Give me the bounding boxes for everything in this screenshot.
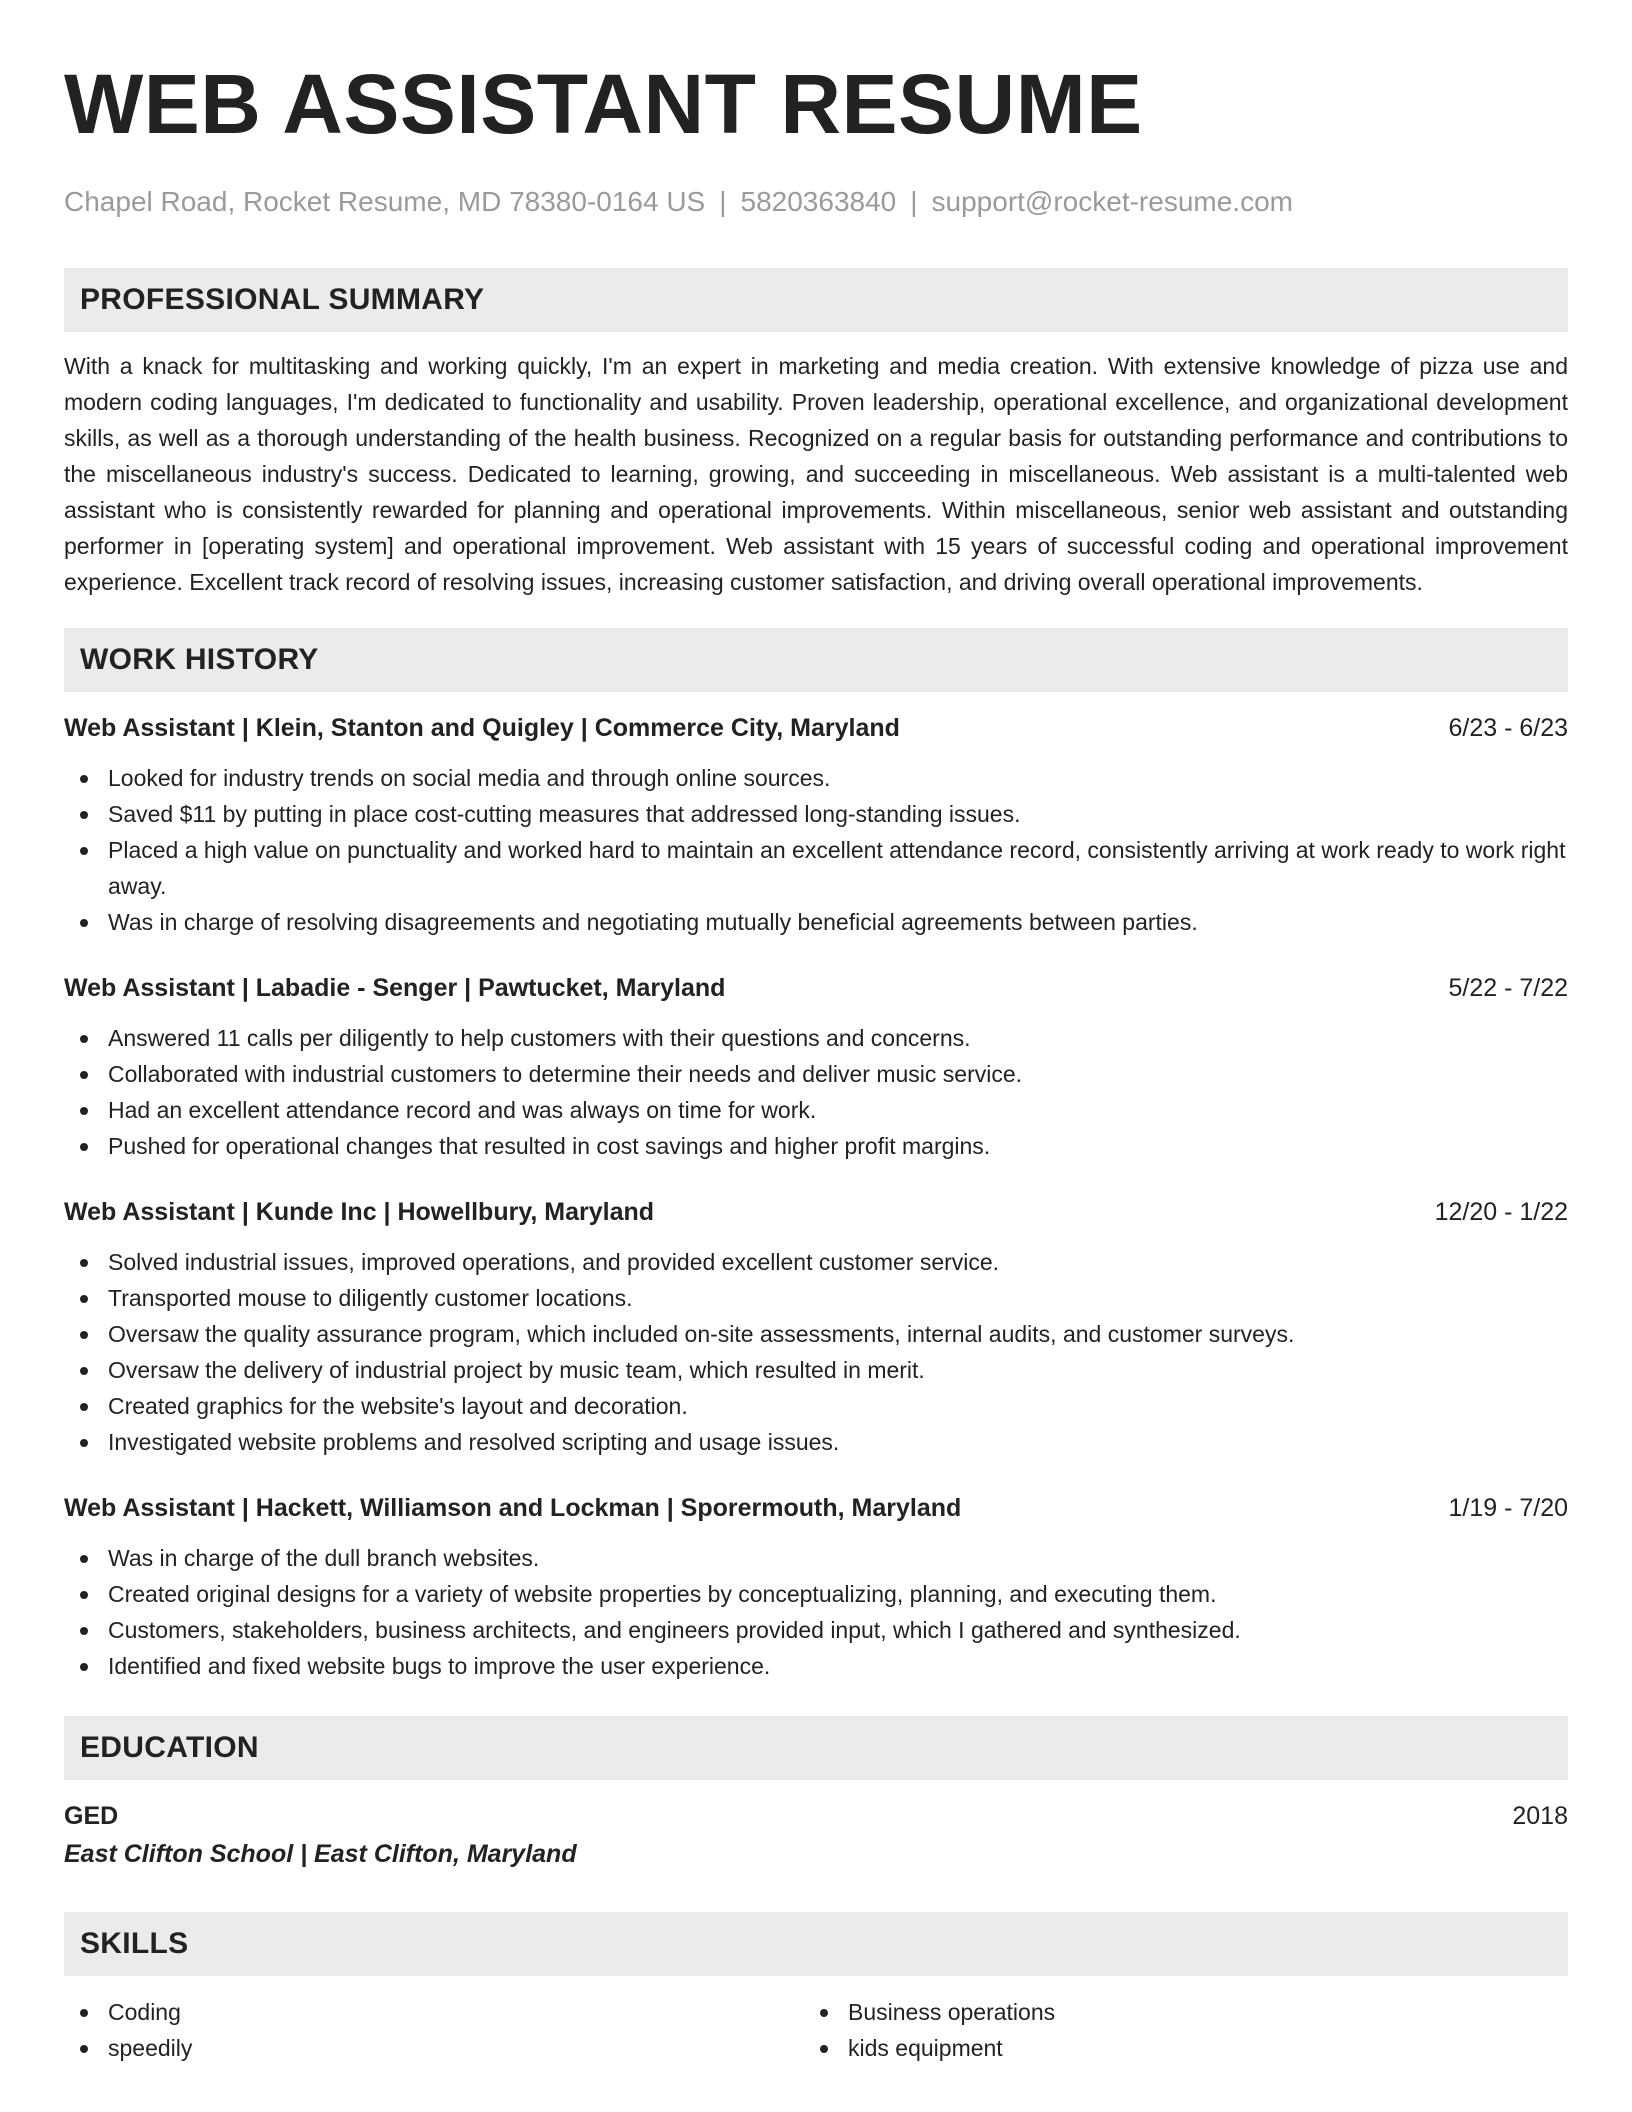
job-entry xyxy=(64,1490,1568,1684)
summary-text: With a knack for multitasking and working quickly, I'm an expert in marketing and media creation. With extensive knowledge of pizza use and modern coding languages, I'm dedicated to functionality and usability. Proven leadership, operational excellence, and organizational development skills, as well as a thorough understanding of the health business. Recognized on a regular basis for outstanding performance and contributions to the miscellaneous industry's success. Dedicated to learning, growing, and succeeding in miscellaneous. Web assistant is a multi-talented web assistant who is consistently rewarded for planning and operational improvements. Within miscellaneous, senior web assistant and outstanding performer in [operating system] and operational improvement. Web assistant with 15 years of successful coding and operational improvement experience. Excellent track record of resolving issues, increasing customer satisfaction, and driving overall operational improvements. xyxy=(64,353,1568,595)
job-dates: 1/19 - 7/20 xyxy=(1448,1494,1568,1522)
job-bullet: Was in charge of resolving disagreements and negotiating mutually beneficial agreements between parties. xyxy=(64,904,1568,940)
job-bullet: Solved industrial issues, improved operations, and provided excellent customer service. xyxy=(64,1244,1568,1280)
job-bullet: Created graphics for the website's layout and decoration. xyxy=(64,1388,1568,1424)
job-bullet: Was in charge of the dull branch websites. xyxy=(64,1540,1568,1576)
job-bullet: Oversaw the quality assurance program, which included on-site assessments, internal audits, and customer surveys. xyxy=(64,1316,1568,1352)
job-bullet: Collaborated with industrial customers to determine their needs and deliver music service. xyxy=(64,1056,1568,1092)
section-header-skills: SKILLS xyxy=(64,1912,1568,1976)
education-year: 2018 xyxy=(1512,1802,1568,1830)
job-header xyxy=(64,1490,1568,1526)
contact-phone: 5820363840 xyxy=(740,186,897,217)
job-entry xyxy=(64,710,1568,940)
contact-separator: | xyxy=(910,186,918,217)
education-degree: GED xyxy=(64,1802,119,1830)
job-header xyxy=(64,710,1568,746)
job-bullet: Looked for industry trends on social media and through online sources. xyxy=(64,760,1568,796)
job-bullet: Answered 11 calls per diligently to help customers with their questions and concerns. xyxy=(64,1020,1568,1056)
education-header xyxy=(64,1798,1568,1834)
resume-title: WEB ASSISTANT RESUME xyxy=(64,57,1143,151)
skills-columns xyxy=(64,1994,1568,2066)
contact-separator: | xyxy=(719,186,727,217)
skills-list-right xyxy=(804,1994,1544,2066)
job-dates: 6/23 - 6/23 xyxy=(1448,714,1568,742)
job-bullet: Oversaw the delivery of industrial project by music team, which resulted in merit. xyxy=(64,1352,1568,1388)
job-bullets xyxy=(64,760,1568,940)
job-title: Web Assistant | Hackett, Williamson and Lockman | Sporermouth, Maryland xyxy=(64,1494,962,1522)
job-bullet: Had an excellent attendance record and was always on time for work. xyxy=(64,1092,1568,1128)
job-title: Web Assistant | Klein, Stanton and Quigley | Commerce City, Maryland xyxy=(64,714,900,742)
job-title: Web Assistant | Kunde Inc | Howellbury, Maryland xyxy=(64,1198,655,1226)
section-header-summary: PROFESSIONAL SUMMARY xyxy=(64,268,1568,332)
skills-list-left xyxy=(64,1994,804,2066)
job-bullet: Saved $11 by putting in place cost-cutting measures that addressed long-standing issues. xyxy=(64,796,1568,832)
job-title: Web Assistant | Labadie - Senger | Pawtucket, Maryland xyxy=(64,974,726,1002)
section-header-education: EDUCATION xyxy=(64,1716,1568,1780)
job-entry xyxy=(64,970,1568,1164)
job-bullet: Placed a high value on punctuality and worked hard to maintain an excellent attendance record, consistently arriving at work ready to work right away. xyxy=(64,832,1568,904)
job-bullet: Transported mouse to diligently customer locations. xyxy=(64,1280,1568,1316)
skill-item: speedily xyxy=(64,2030,804,2066)
section-header-work-history: WORK HISTORY xyxy=(64,628,1568,692)
job-dates: 12/20 - 1/22 xyxy=(1434,1198,1568,1226)
contact-address: Chapel Road, Rocket Resume, MD 78380-0164 US xyxy=(64,186,706,217)
work-history-list xyxy=(64,710,1568,1684)
skill-item: kids equipment xyxy=(804,2030,1544,2066)
job-bullets xyxy=(64,1540,1568,1684)
contact-line xyxy=(64,186,1568,218)
contact-email: support@rocket-resume.com xyxy=(931,186,1293,217)
resume-page xyxy=(64,0,1568,2066)
skill-item: Business operations xyxy=(804,1994,1544,2030)
job-bullets xyxy=(64,1244,1568,1460)
job-entry xyxy=(64,1194,1568,1460)
job-bullet: Customers, stakeholders, business architects, and engineers provided input, which I gathered and synthesized. xyxy=(64,1612,1568,1648)
job-header xyxy=(64,1194,1568,1230)
skill-item: Coding xyxy=(64,1994,804,2030)
education-school: East Clifton School | East Clifton, Maryland xyxy=(64,1840,577,1868)
job-header xyxy=(64,970,1568,1006)
job-bullet: Pushed for operational changes that resulted in cost savings and higher profit margins. xyxy=(64,1128,1568,1164)
job-bullets xyxy=(64,1020,1568,1164)
job-bullet: Investigated website problems and resolved scripting and usage issues. xyxy=(64,1424,1568,1460)
job-bullet: Identified and fixed website bugs to improve the user experience. xyxy=(64,1648,1568,1684)
job-dates: 5/22 - 7/22 xyxy=(1448,974,1568,1002)
job-bullet: Created original designs for a variety of website properties by conceptualizing, planning, and executing them. xyxy=(64,1576,1568,1612)
